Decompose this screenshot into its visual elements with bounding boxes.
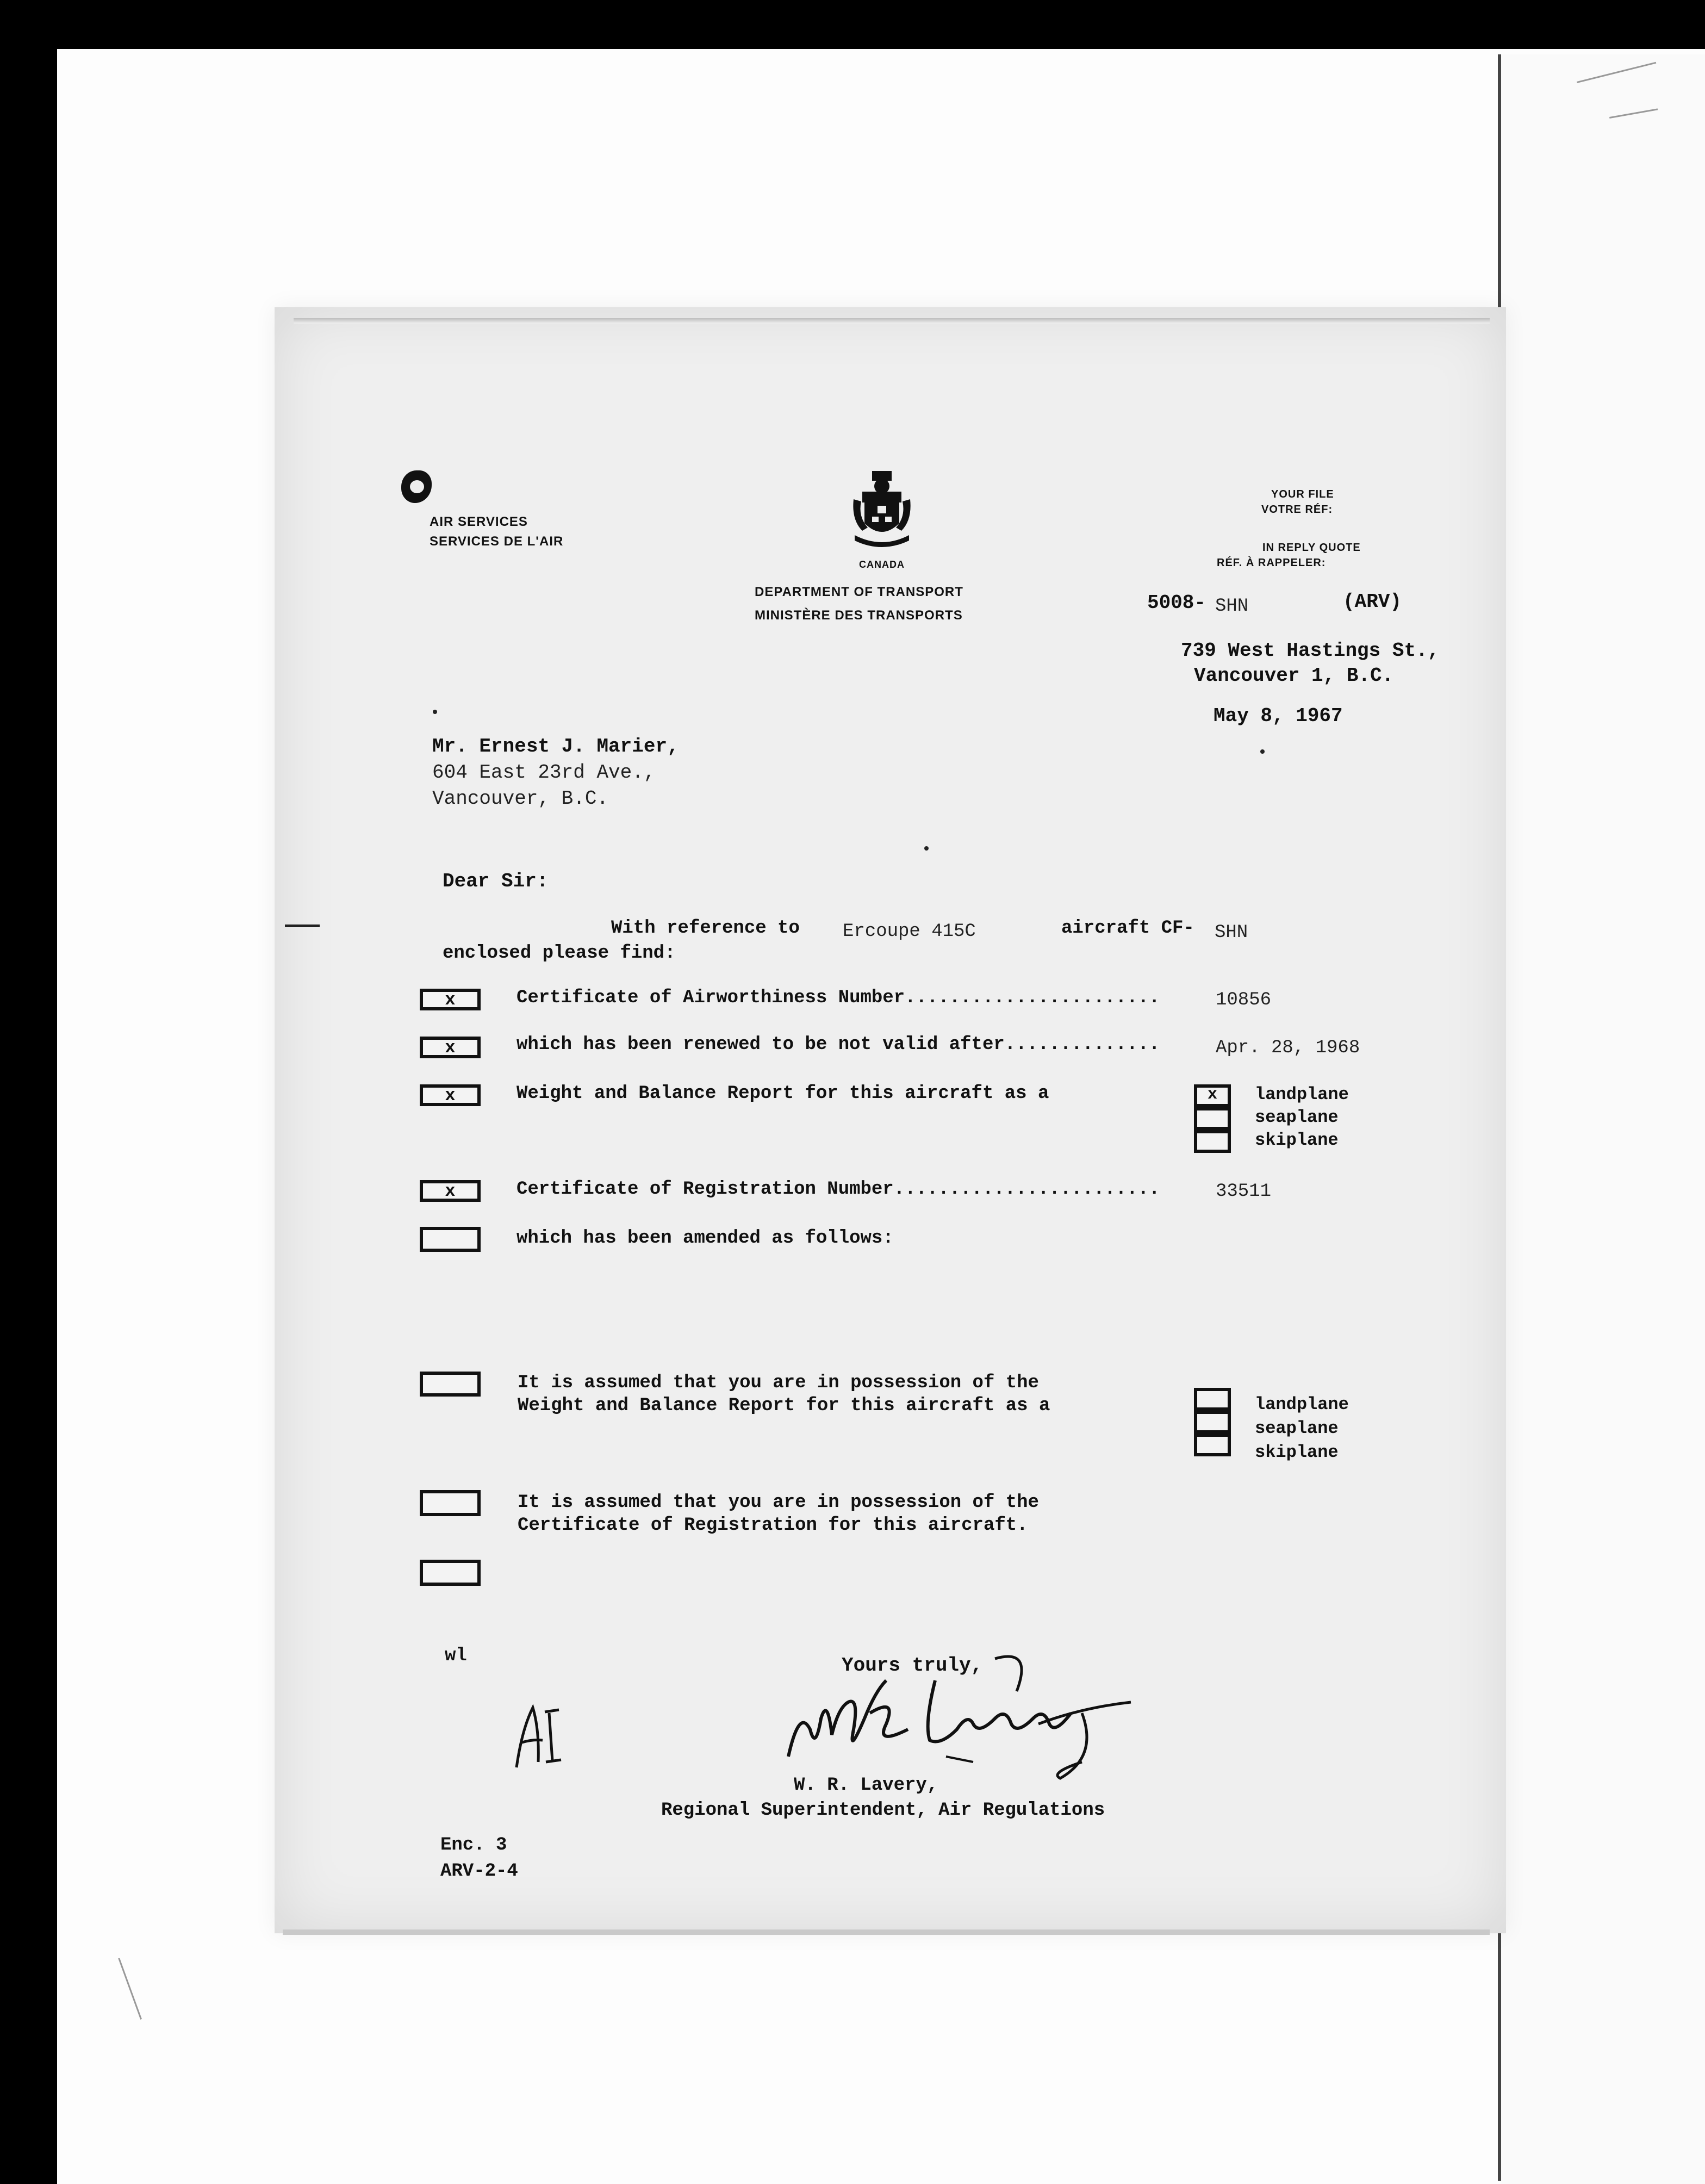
form-code: ARV-2-4 [440,1861,518,1882]
letter-date: May 8, 1967 [1214,705,1343,727]
assumed-wb-line2: Weight and Balance Report for this aircraft as a [518,1395,1050,1416]
assumed-reg-line2: Certificate of Registration for this aircraft. [518,1515,1028,1536]
skiplane-label-2: skiplane [1255,1442,1339,1462]
air-services-fr: SERVICES DE L'AIR [430,534,564,549]
landplane-label-1: landplane [1255,1084,1349,1105]
landplane-label-2: landplane [1255,1394,1349,1414]
your-file-fr: VOTRE RÉF: [1261,504,1333,516]
recipient-street: 604 East 23rd Ave., [432,761,656,784]
signer-title: Regional Superintendent, Air Regulations [661,1800,1105,1821]
paper-edge [283,1929,1490,1935]
checkbox-skiplane-1 [1194,1130,1231,1153]
assumed-reg-line1: It is assumed that you are in possession of the [518,1492,1039,1513]
registration-number: 33511 [1216,1181,1272,1202]
checkbox-seaplane-1 [1194,1107,1231,1130]
closing: Yours truly, [842,1654,983,1677]
aircraft-registration: SHN [1215,922,1248,943]
checkbox-skiplane-2 [1194,1434,1231,1456]
with-reference-to: With reference to [611,918,800,939]
canada-crest-icon [851,471,912,553]
speck [1260,749,1265,754]
enclosed-please-find: enclosed please find: [443,943,676,964]
file-number-prefix: 5008- [1147,592,1206,614]
enclosures: Enc. 3 [440,1835,507,1856]
recipient-city: Vancouver, B.C. [432,787,609,810]
checkbox-airworthiness [420,989,481,1010]
department-en: DEPARTMENT OF TRANSPORT [755,585,963,599]
airworthiness-label: Certificate of Airworthiness Number....................... [517,988,1160,1008]
amended-label: which has been amended as follows: [517,1228,894,1249]
department-fr: MINISTÈRE DES TRANSPORTS [755,608,963,623]
margin-dash [285,925,320,927]
checkbox-weight-balance [420,1084,481,1106]
renewed-date: Apr. 28, 1968 [1216,1038,1360,1058]
check-mark: x [445,1038,456,1058]
your-file-en: YOUR FILE [1271,488,1334,500]
signer-name: W. R. Lavery, [794,1775,938,1796]
checkbox-assumed-weight-balance [420,1372,481,1397]
signature [777,1648,1158,1789]
weight-balance-label: Weight and Balance Report for this aircraft as a [517,1083,1049,1104]
seaplane-label-1: seaplane [1255,1107,1339,1127]
checkbox-amended [420,1227,481,1252]
skiplane-label-1: skiplane [1255,1130,1339,1150]
checkbox-registration [420,1180,481,1202]
paper-edge [294,318,1490,324]
typist-initials: wl [445,1646,467,1666]
air-services-en: AIR SERVICES [430,514,528,529]
file-number-suffix: SHN [1215,596,1249,617]
handwritten-initials [511,1697,571,1773]
salutation: Dear Sir: [443,870,549,892]
checkbox-landplane-2 [1194,1388,1231,1411]
crest-caption: CANADA [859,559,905,570]
aircraft-label: aircraft CF- [1061,918,1194,939]
aircraft-type: Ercoupe 415C [843,921,976,942]
sender-address-line1: 739 West Hastings St., [1181,640,1440,662]
speck [924,846,929,851]
checkbox-renewed [420,1037,481,1058]
check-mark: x [445,1085,456,1106]
file-code: (ARV) [1343,591,1402,613]
sender-address-line2: Vancouver 1, B.C. [1194,665,1394,687]
checkbox-assumed-registration [420,1490,481,1516]
registration-label: Certificate of Registration Number........................ [517,1179,1160,1200]
checkbox-seaplane-2 [1194,1411,1231,1434]
check-mark: x [445,990,456,1010]
seaplane-label-2: seaplane [1255,1418,1339,1438]
reply-quote-fr: RÉF. À RAPPELER: [1217,557,1326,569]
renewed-label: which has been renewed to be not valid after.............. [517,1034,1160,1055]
reply-quote-en: IN REPLY QUOTE [1262,542,1361,554]
check-mark: x [445,1181,456,1201]
speck [433,710,437,714]
checkbox-blank [420,1560,481,1586]
mount-strip [1501,54,1705,2184]
recipient-name: Mr. Ernest J. Marier, [432,735,679,758]
airworthiness-number: 10856 [1216,990,1272,1010]
check-mark: x [1207,1085,1217,1104]
checkbox-landplane-1 [1194,1084,1231,1107]
assumed-wb-line1: It is assumed that you are in possession of the [518,1373,1039,1393]
